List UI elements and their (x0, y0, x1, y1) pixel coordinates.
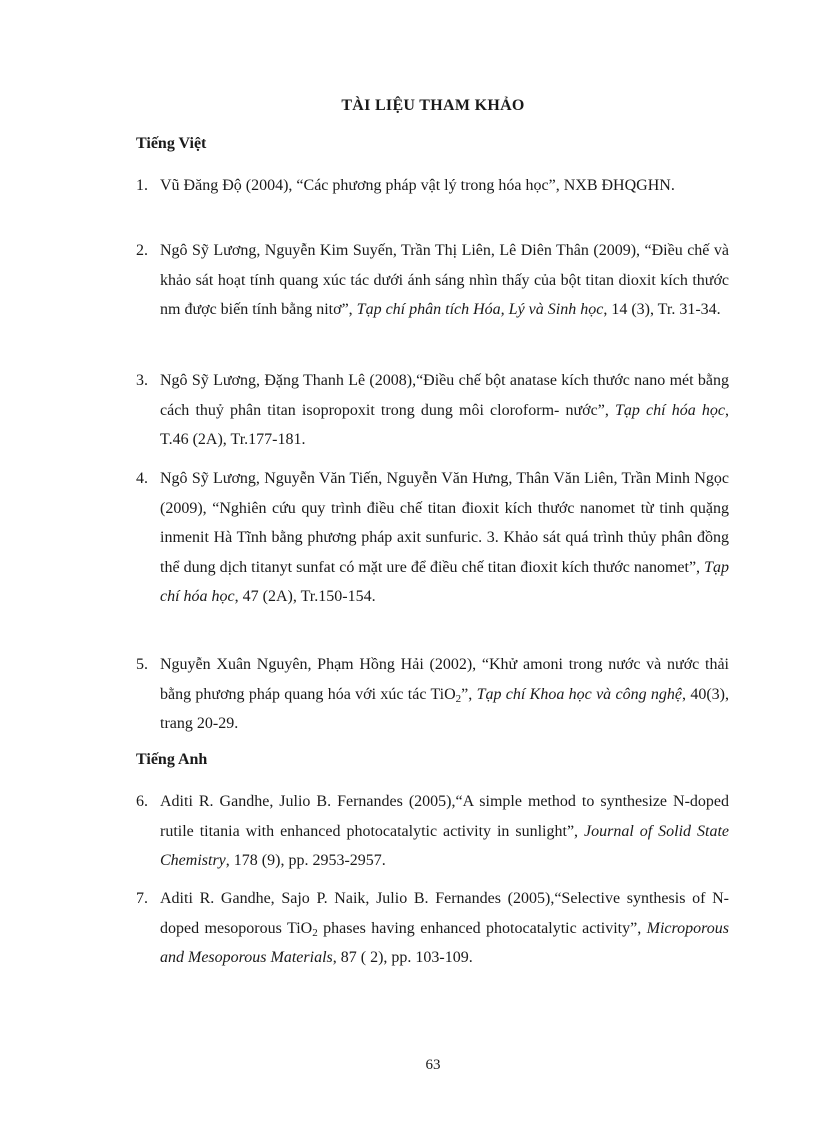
reference-number: 5. (136, 656, 148, 673)
reference-item (136, 464, 729, 612)
section-heading-english: Tiếng Anh (136, 751, 208, 768)
reference-text: Aditi R. Gandhe, Sajo P. Naik, Julio B. Fernandes (2005),“Selective synthesis of N-doped mesoporous TiO$_2$ phases having enhanced photocatalytic activity”, Microporous and Mesoporous Materials, 87 ( 2), pp. 103-109. (160, 890, 729, 966)
reference-item (136, 236, 729, 325)
reference-item (136, 171, 729, 201)
journal-name: Tạp chí phân tích Hóa, Lý và Sinh học (356, 301, 604, 318)
journal-name: Journal of Solid State Chemistry (160, 822, 729, 869)
page-title: TÀI LIỆU THAM KHẢO (341, 97, 525, 114)
reference-item (136, 650, 729, 739)
journal-name: Microporous and Mesoporous Materials (160, 919, 729, 966)
journal-name: Tạp chí Khoa học và công nghệ (476, 685, 683, 703)
reference-text: Aditi R. Gandhe, Julio B. Fernandes (2005),“A simple method to synthesize N-doped rutile titania with enhanced photocatalytic activity in sunlight”, Journal of Solid State Chemistry, 178 (9), pp. 2953-2957. (160, 793, 729, 869)
reference-text: Ngô Sỹ Lương, Nguyễn Văn Tiến, Nguyễn Văn Hưng, Thân Văn Liên, Trần Minh Ngọc (2009), “Nghiên cứu quy trình điều chế titan đioxit kích thước nanomet từ tinh quặng inmenit Hà Tĩnh bằng phương pháp axit sunfuric. 3. Khảo sát quá trình thủy phân đồng thể dung dịch titanyt sunfat có mặt ure để điều chế titan đioxit kích thước nanomet”, Tạp chí hóa học, 47 (2A), Tr.150-154. (160, 470, 729, 605)
reference-text: Nguyễn Xuân Nguyên, Phạm Hồng Hải (2002), “Khử amoni trong nước và nước thải bằng phương pháp quang hóa với xúc tác TiO$_2$”, Tạp chí Khoa học và công nghệ, 40(3), trang 20-29. (160, 656, 729, 732)
reference-number: 2. (136, 242, 148, 259)
reference-text: Ngô Sỹ Lương, Đặng Thanh Lê (2008),“Điều chế bột anatase kích thước nano mét bằng cách thuỷ phân titan isopropoxit trong dung môi cloroform- nước”, Tạp chí hóa học, T.46 (2A), Tr.177-181. (160, 372, 730, 448)
reference-item (136, 366, 729, 455)
reference-text: Ngô Sỹ Lương, Nguyễn Kim Suyến, Trần Thị Liên, Lê Diên Thân (2009), “Điều chế và khảo sát hoạt tính quang xúc tác dưới ánh sáng nhìn thấy của bột titan dioxit kích thước nm được biến tính bằng nitơ”, Tạp chí phân tích Hóa, Lý và Sinh học, 14 (3), Tr. 31-34. (160, 242, 729, 318)
reference-number: 1. (136, 177, 148, 194)
reference-number: 7. (136, 890, 148, 907)
reference-number: 4. (136, 470, 148, 487)
journal-name: Tạp chí hóa học (615, 401, 726, 419)
reference-item (136, 884, 729, 973)
reference-text: Vũ Đăng Độ (2004), “Các phương pháp vật lý trong hóa học”, NXB ĐHQGHN. (160, 177, 675, 194)
section-heading-vietnamese: Tiếng Việt (136, 135, 207, 152)
journal-name: Tạp chí hóa học (160, 558, 729, 605)
reference-item (136, 787, 729, 876)
page-number: 63 (425, 1057, 441, 1073)
reference-number: 6. (136, 793, 148, 810)
reference-number: 3. (136, 372, 148, 389)
